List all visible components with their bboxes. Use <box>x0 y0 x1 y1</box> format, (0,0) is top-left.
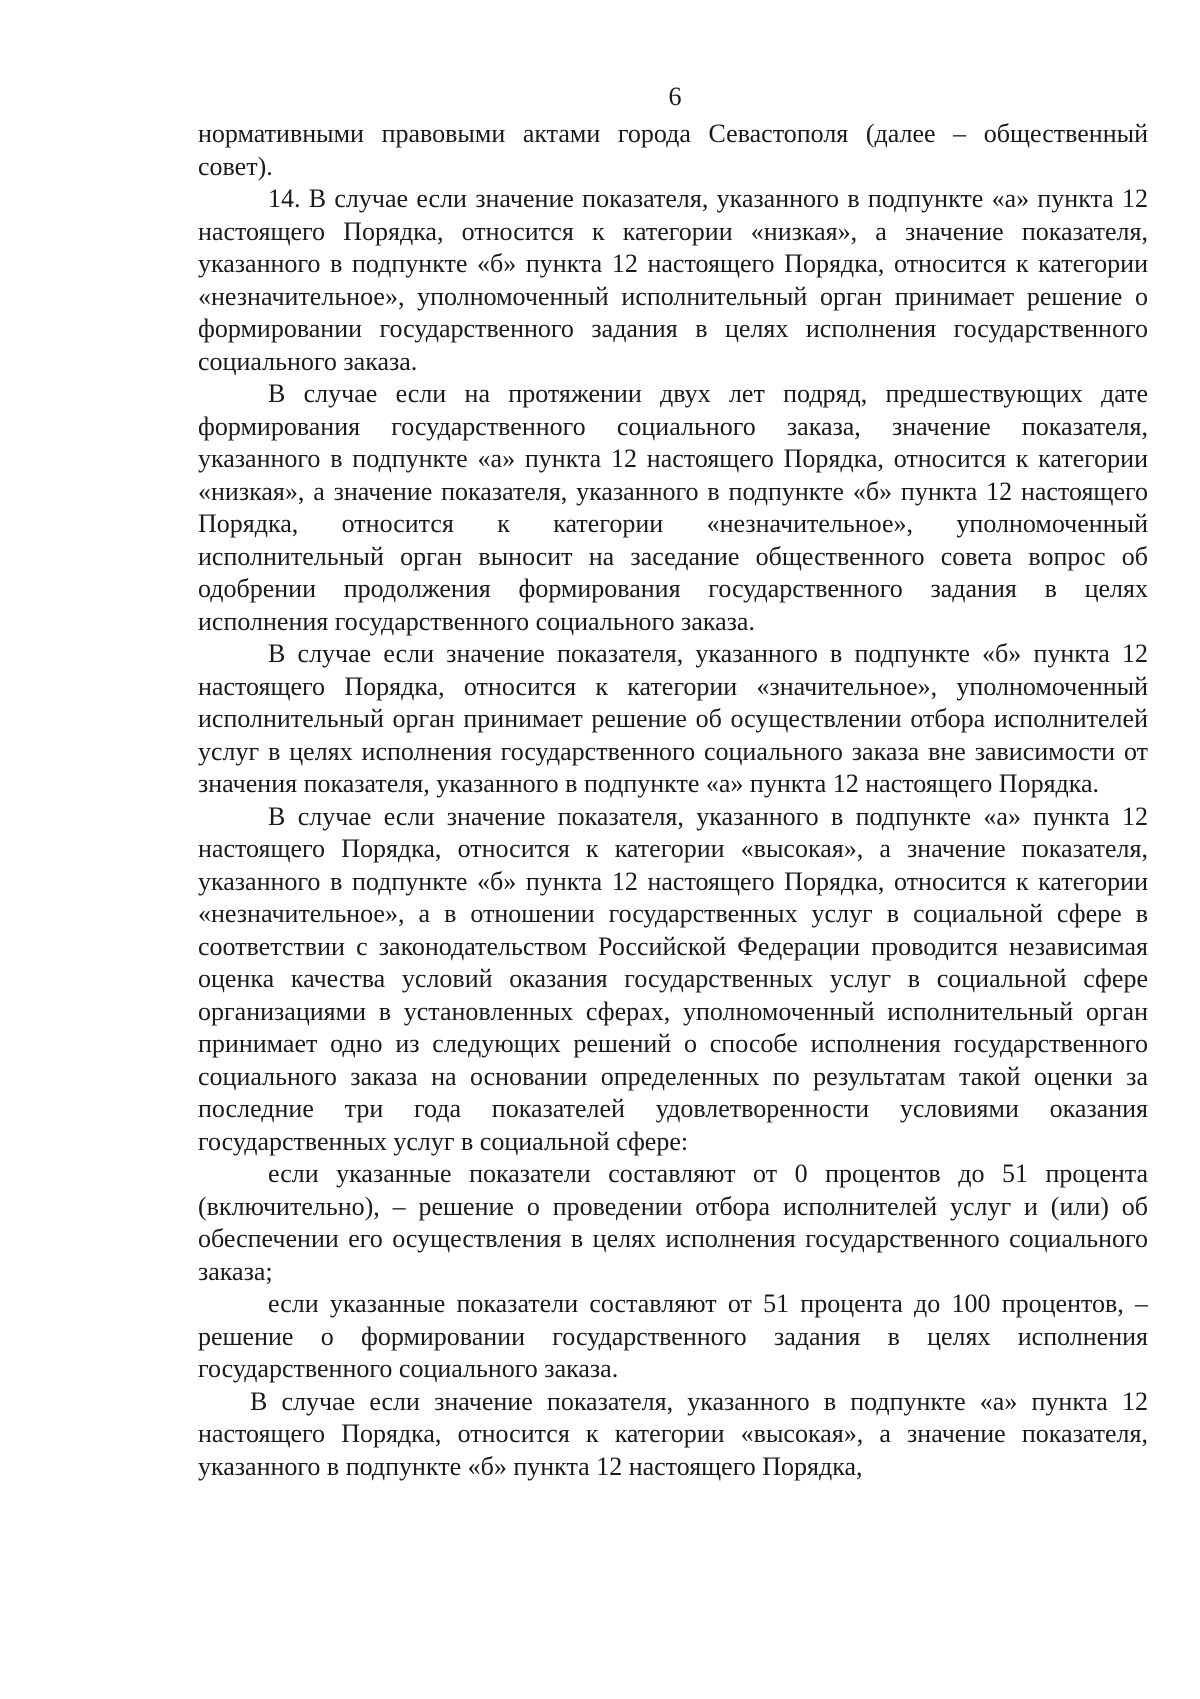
paragraph-option-51-100: если указанные показатели составляют от 51 процента до 100 процентов, – решение о формировании государственного задания в целях исполнения государственного социального заказа. <box>198 1289 1148 1383</box>
document-body <box>198 118 1148 1483</box>
paragraph-high-continued: В случае если значение показателя, указанного в подпункте «а» пункта 12 настоящего Порядка, относится к категории «высокая», а значение показателя, указанного в подпункте «б» пункта 12 настоящего Порядка, <box>198 1386 1148 1481</box>
paragraph-continuation: нормативными правовыми актами города Севастополя (далее – общественный совет). <box>198 119 1148 181</box>
paragraph-two-years-low: В случае если на протяжении двух лет подряд, предшествующих дате формирования государственного социального заказа, значение показателя, указанного в подпункте «а» пункта 12 настоящего Порядка, относится к категории «низкая», а значение показателя, указанного в подпункте «б» пункта 12 настоящего Порядка, относится к категории «незначительное», уполномоченный исполнительный орган выносит на заседание общественного совета вопрос об одобрении продолжения формирования государственного задания в целях исполнения государственного социального заказа. <box>198 379 1148 636</box>
page-number: 6 <box>668 82 682 111</box>
paragraph-high-independent-assessment: В случае если значение показателя, указанного в подпункте «а» пункта 12 настоящего Порядка, относится к категории «высокая», а значение показателя, указанного в подпункте «б» пункта 12 настоящего Порядка, относится к категории «незначительное», а в отношении государственных услуг в социальной сфере в соответствии с законодательством Российской Федерации проводится независимая оценка качества условий оказания государственных услуг в социальной сфере организациями в установленных сферах, уполномоченный исполнительный орган принимает одно из следующих решений о способе исполнения государственного социального заказа на основании определенных по результатам такой оценки за последние три года показателей удовлетворенности условиями оказания государственных услуг в социальной сфере: <box>198 801 1148 1156</box>
paragraph-item-14: 14. В случае если значение показателя, указанного в подпункте «а» пункта 12 настоящего Порядка, относится к категории «низкая», а значение показателя, указанного в подпункте «б» пункта 12 настоящего Порядка, относится к категории «незначительное», уполномоченный исполнительный орган принимает решение о формировании государственного задания в целях исполнения государственного социального заказа. <box>198 184 1148 376</box>
paragraph-significant: В случае если значение показателя, указанного в подпункте «б» пункта 12 настоящего Порядка, относится к категории «значительное», уполномоченный исполнительный орган принимает решение об осуществлении отбора исполнителей услуг в целях исполнения государственного социального заказа вне зависимости от значения показателя, указанного в подпункте «а» пункта 12 настоящего Порядка. <box>198 639 1148 798</box>
paragraph-option-0-51: если указанные показатели составляют от 0 процентов до 51 процента (включительно), – решение о проведении отбора исполнителей услуг и (или) об обеспечении его осуществления в целях исполнения государственного социального заказа; <box>198 1159 1148 1286</box>
